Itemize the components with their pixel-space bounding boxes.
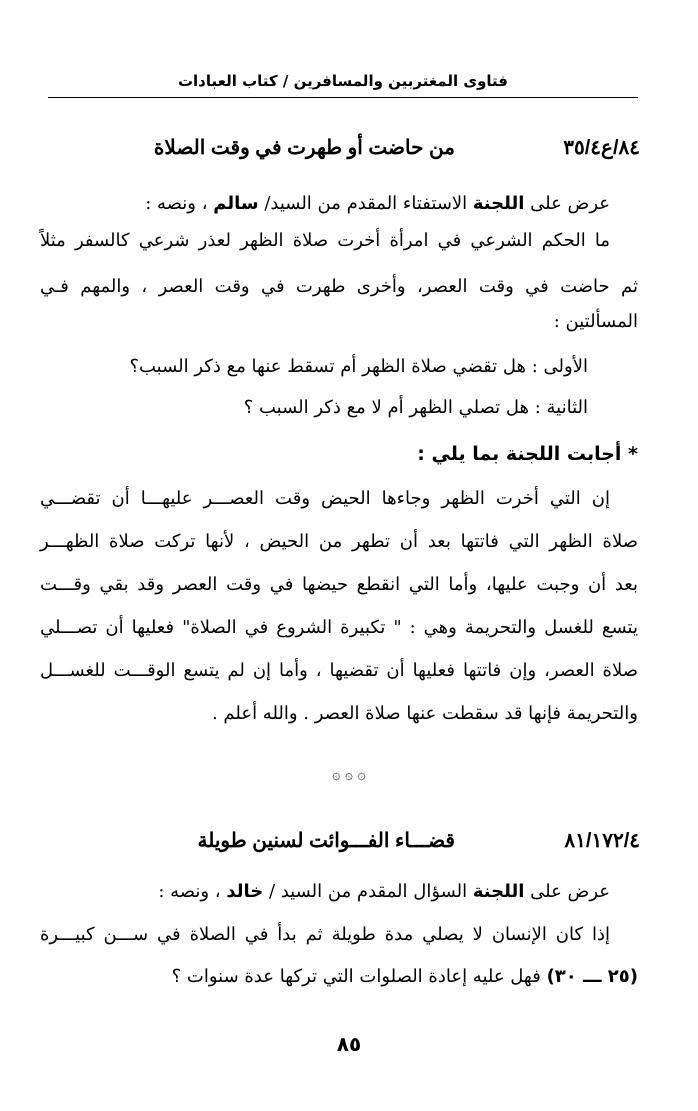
- years-range: (٢٥ ـــ ٣٠): [546, 966, 638, 987]
- question-first: الأولى : هل تقضي صلاة الظهر أم تسقط عنها مع ذكر السبب؟: [129, 356, 588, 377]
- question-line: ثم حاضت في وقت العصر، وأخرى طهرت في وقت العصر ، والمهم فـي: [40, 276, 638, 297]
- requester-name: سالم: [213, 193, 259, 214]
- fatwa-1-number: ٨٤/ع٣٥/٤: [563, 137, 640, 159]
- requester-name: خالد: [226, 881, 264, 902]
- committee-name: اللجنة: [472, 881, 525, 902]
- fatwa-2-number: ٨١/١٧٢/٤: [564, 830, 640, 852]
- answer-line: صلاة الظهر التي فاتتها بعد أن تطهر من الحيض ، لأنها تركت صلاة الظهـــر: [40, 531, 638, 552]
- page-number: ٨٥: [336, 1032, 362, 1056]
- question-line: المسألتين :: [553, 311, 638, 332]
- answer-line: صلاة العصر، وإن فاتتها فعليها أن تقضيها ، وأما إن لم يتسع الوقـــت للغســـل: [40, 660, 638, 681]
- intro-text: عرض على: [524, 881, 610, 902]
- fatwa-1-intro: [40, 193, 638, 214]
- intro-text: عرض على: [524, 193, 610, 214]
- question-line: ما الحكم الشرعي في امرأة أخرت صلاة الظهر لعذر شرعي كالسفر مثلاً: [40, 230, 610, 251]
- fatwa-2-intro: [40, 881, 638, 902]
- header-rule: [48, 97, 638, 98]
- fatwa-2-title: قضـــاء الفـــوائت لسنين طويلة: [197, 830, 455, 852]
- intro-text: ، ونصه :: [158, 881, 227, 902]
- question-second: الثانية : هل تصلي الظهر أم لا مع ذكر السبب ؟: [243, 397, 588, 418]
- intro-text: ، ونصه :: [145, 193, 214, 214]
- intro-text: الاستفتاء المقدم من السيد/: [258, 193, 473, 214]
- fatwa-1-heading: [40, 135, 640, 175]
- intro-text: السؤال المقدم من السيد /: [263, 881, 473, 902]
- answer-heading: * أجابت اللجنة بما يلي :: [417, 443, 638, 465]
- question-line: إذا كان الإنسان لا يصلي مدة طويلة ثم بدأ في الصلاة في ســـن كبيـــرة: [40, 924, 610, 945]
- fatwa-1-title: من حاضت أو طهرت في وقت الصلاة: [153, 137, 455, 159]
- section-separator: ۞ ۞ ۞: [332, 767, 366, 783]
- fatwa-2-heading: [40, 828, 640, 868]
- answer-line: إن التي أخرت الظهر وجاءها الحيض وقت العصـــر عليهـــا أن تقضـــي: [40, 488, 610, 509]
- question-text: فهل عليه إعادة الصلوات التي تركها عدة سنوات ؟: [171, 966, 547, 987]
- question-line: [40, 966, 638, 987]
- answer-line: والتحريمة فإنها قد سقطت عنها صلاة العصر . والله أعلم .: [211, 703, 638, 724]
- answer-line: يتسع للغسل والتحريمة وهي : " تكبيرة الشروع في الصلاة" فعليها أن تصـــلي: [40, 617, 638, 638]
- running-header: فتاوى المغتربين والمسافرين / كتاب العبادات: [177, 72, 509, 90]
- answer-line: بعد أن وجبت عليها، وأما التي انقطع حيضها في وقت العصر وقد بقي وقـــت: [40, 574, 638, 595]
- committee-name: اللجنة: [472, 193, 525, 214]
